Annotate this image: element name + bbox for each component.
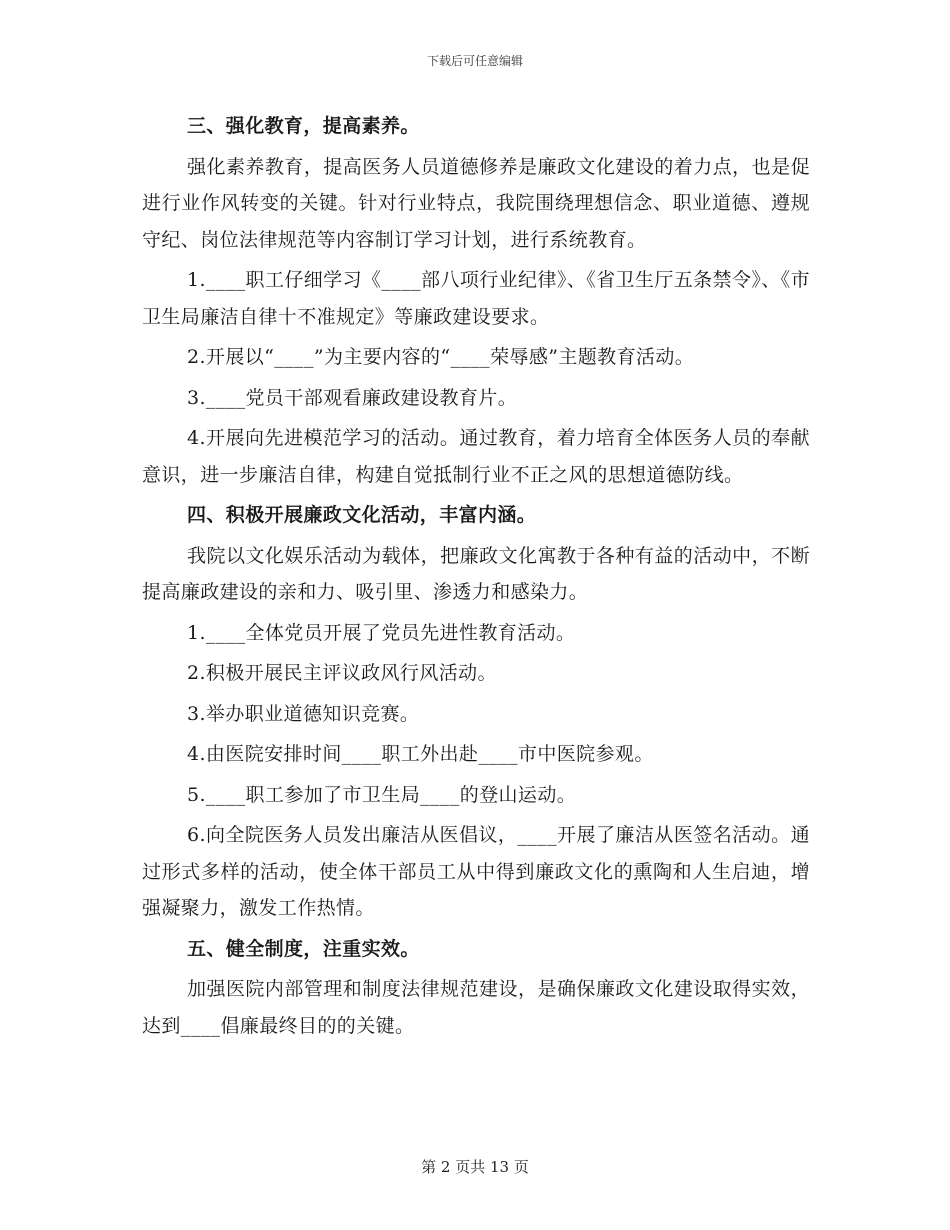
list-item: 4.开展向先进模范学习的活动。通过教育，着力培育全体医务人员的奉献意识，进一步廉洁自律，构建自觉抵制行业不正之风的思想道德防线。 [142,427,810,486]
list-item: 3.举办职业道德知识竞赛。 [187,702,420,725]
section-heading-3: 三、强化教育，提高素养。 [187,115,420,137]
list-item: 3.____党员干部观看廉政建设教育片。 [187,386,518,409]
section-heading-4: 四、积极开展廉政文化活动，丰富内涵。 [187,504,537,526]
list-item: 2.积极开展民主评议政风行风活动。 [187,662,497,684]
section-heading-5: 五、健全制度，注重实效。 [187,937,420,960]
list-item: 6.向全院医务人员发出廉洁从医倡议，____开展了廉洁从医签名活动。通过形式多样的活动，使全体干部员工从中得到廉政文化的熏陶和人生启迪，增强凝聚力，激发工作热情。 [142,824,810,919]
list-item: 1.____职工仔细学习《____部八项行业纪律》、《省卫生厅五条禁令》、《市卫生局廉洁自律十不准规定》等廉政建设要求。 [142,269,810,328]
list-item: 4.由医院安排时间____职工外出赴____市中医院参观。 [187,743,654,765]
paragraph: 加强医院内部管理和制度法律规范建设，是确保廉政文化建设取得实效，达到____倡廉最终目的的关键。 [142,978,810,1037]
list-item: 1.____全体党员开展了党员先进性教育活动。 [187,621,576,644]
page-header: 下载后可任意编辑 [426,54,523,68]
document-body [142,108,810,1044]
paragraph: 我院以文化娱乐活动为载体，把廉政文化寓教于各种有益的活动中，不断提高廉政建设的亲和力、吸引里、渗透力和感染力。 [142,544,810,603]
page-footer: 第 2 页共 13 页 [421,1158,529,1176]
list-item: 2.开展以“____”为主要内容的“____荣辱感”主题教育活动。 [187,346,695,368]
paragraph: 强化素养教育，提高医务人员道德修养是廉政文化建设的着力点，也是促进行业作风转变的关键。针对行业特点，我院围绕理想信念、职业道德、遵规守纪、岗位法律规范等内容制订学习计划，进行系统教育。 [142,155,810,251]
list-item: 5.____职工参加了市卫生局____的登山运动。 [187,783,577,806]
